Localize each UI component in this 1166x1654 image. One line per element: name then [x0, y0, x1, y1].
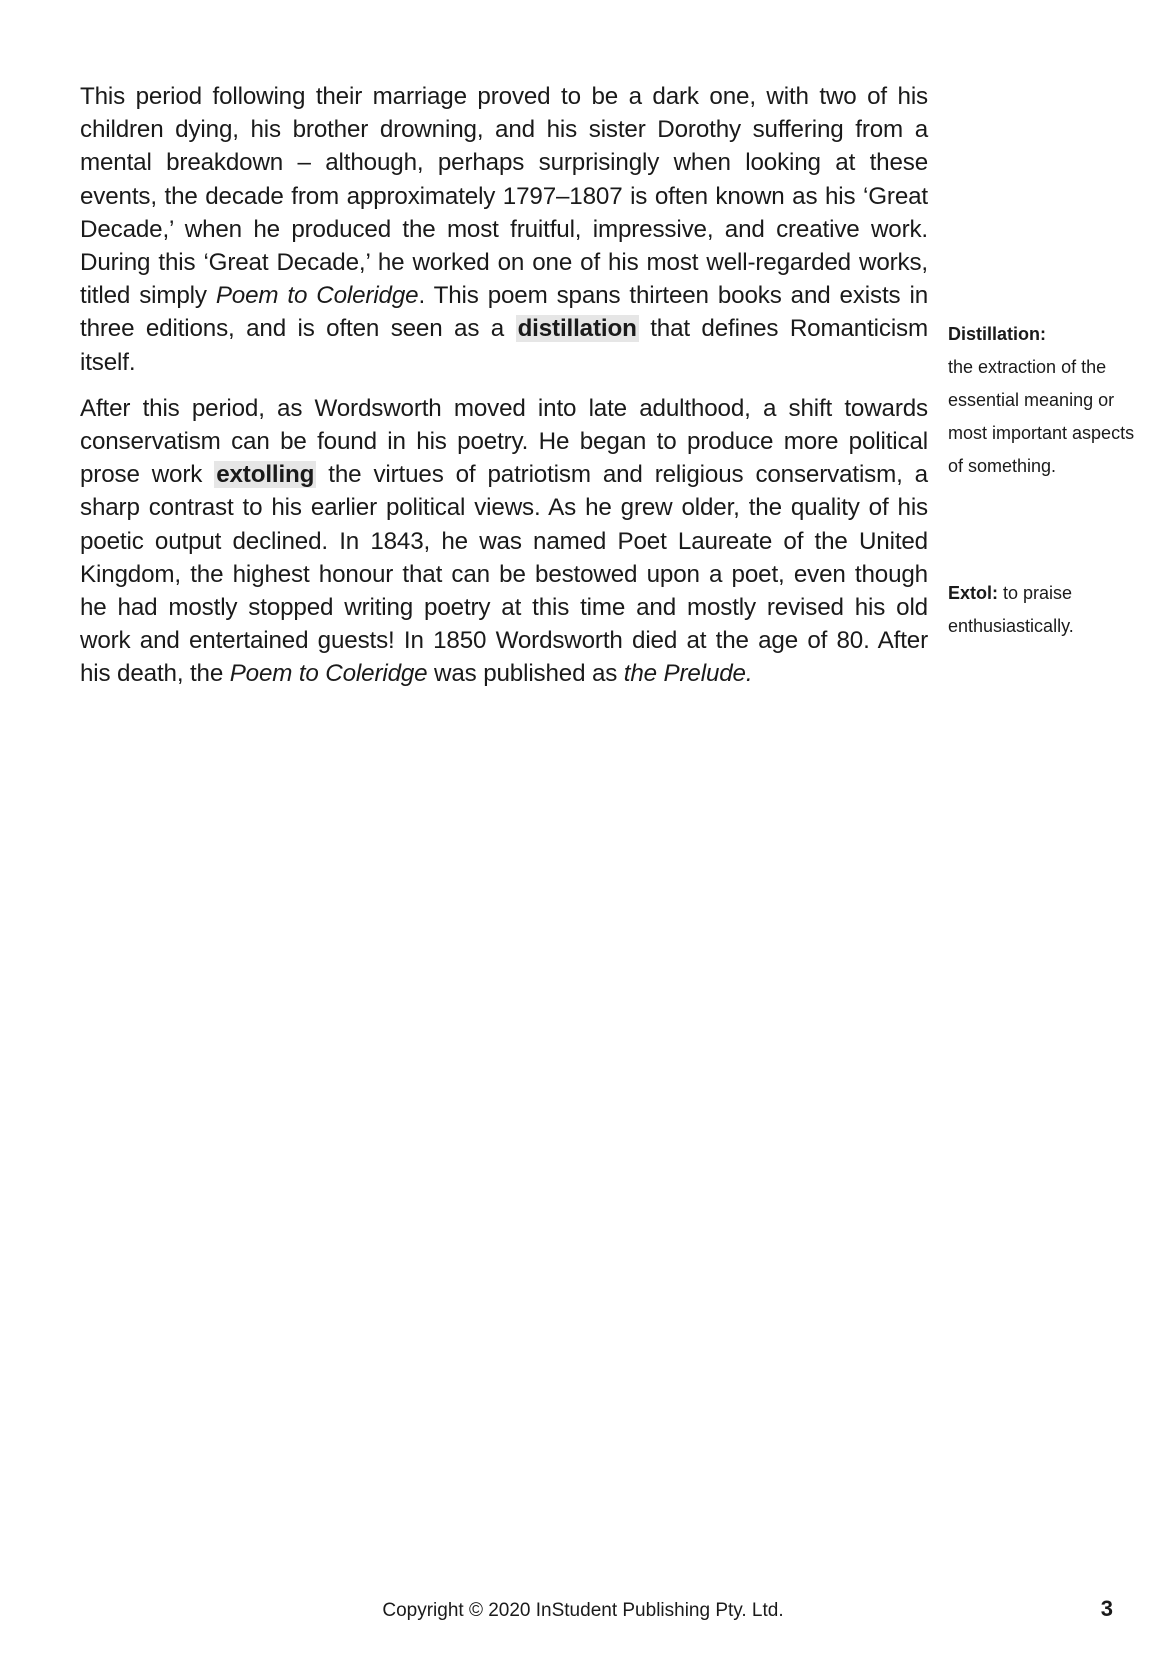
glossary-term: Extol: — [948, 583, 999, 603]
paragraph-2-text-b: the virtues of patriotism and religious conservatism, a sharp contrast to his earlier political views. As he grew older, the quality of his poetic output declined. In 1843, he was named Poet Laureate of the United Kingdom, the highest honour that can be bestowed upon a poet, even though he had mostly stopped writing poetry at this time and mostly revised his old work and entertained guests! In 1850 Wordsworth died at the age of 80. After his death, the — [80, 461, 928, 688]
glossary-term: Distillation: — [948, 324, 1046, 344]
paragraph-2 — [80, 392, 928, 691]
copyright-text: Copyright © 2020 InStudent Publishing Pty. Ltd. — [382, 1600, 784, 1621]
glossary-entry-distillation — [948, 318, 1148, 483]
footer-copyright — [0, 1600, 1166, 1622]
glossary-definition: the extraction of the essential meaning or most important aspects of something. — [948, 357, 1135, 476]
highlighted-term-distillation: distillation — [517, 315, 637, 343]
paragraph-1 — [80, 80, 928, 379]
paragraph-2-text-c: was published as — [427, 660, 624, 688]
prelude-title: the Prelude. — [623, 660, 753, 688]
highlighted-term-extolling: extolling — [216, 461, 315, 489]
glossary-entry-extol — [948, 577, 1148, 643]
main-body-text — [80, 80, 928, 704]
paragraph-1-text-a: This period following their marriage proved to be a dark one, with two of his children dying, his brother drowning, and his sister Dorothy suffering from a mental breakdown – although, perhaps surprisingly when looking at these events, the decade from approximately 1797–1807 is often known as his ‘Great Decade,’ when he produced the most fruitful, impressive, and creative work. During this ‘Great Decade,’ he worked on one of his most well-regarded works, titled simply — [80, 83, 928, 310]
paragraph-1-text-b: . This poem spans thirteen books and exists in three editions, and is often seen as a — [80, 282, 928, 343]
paragraph-1-text-c: that defines Romanticism itself. — [80, 315, 928, 376]
poem-title: Poem to Coleridge — [215, 282, 419, 310]
paragraph-2-text-a: After this period, as Wordsworth moved into late adulthood, a shift towards conservatism can be found in his poetry. He began to produce more political prose work — [80, 394, 928, 489]
page-number: 3 — [1100, 1596, 1113, 1621]
glossary-definition: to praise enthusiastically. — [948, 583, 1074, 636]
poem-title: Poem to Coleridge — [229, 660, 428, 688]
